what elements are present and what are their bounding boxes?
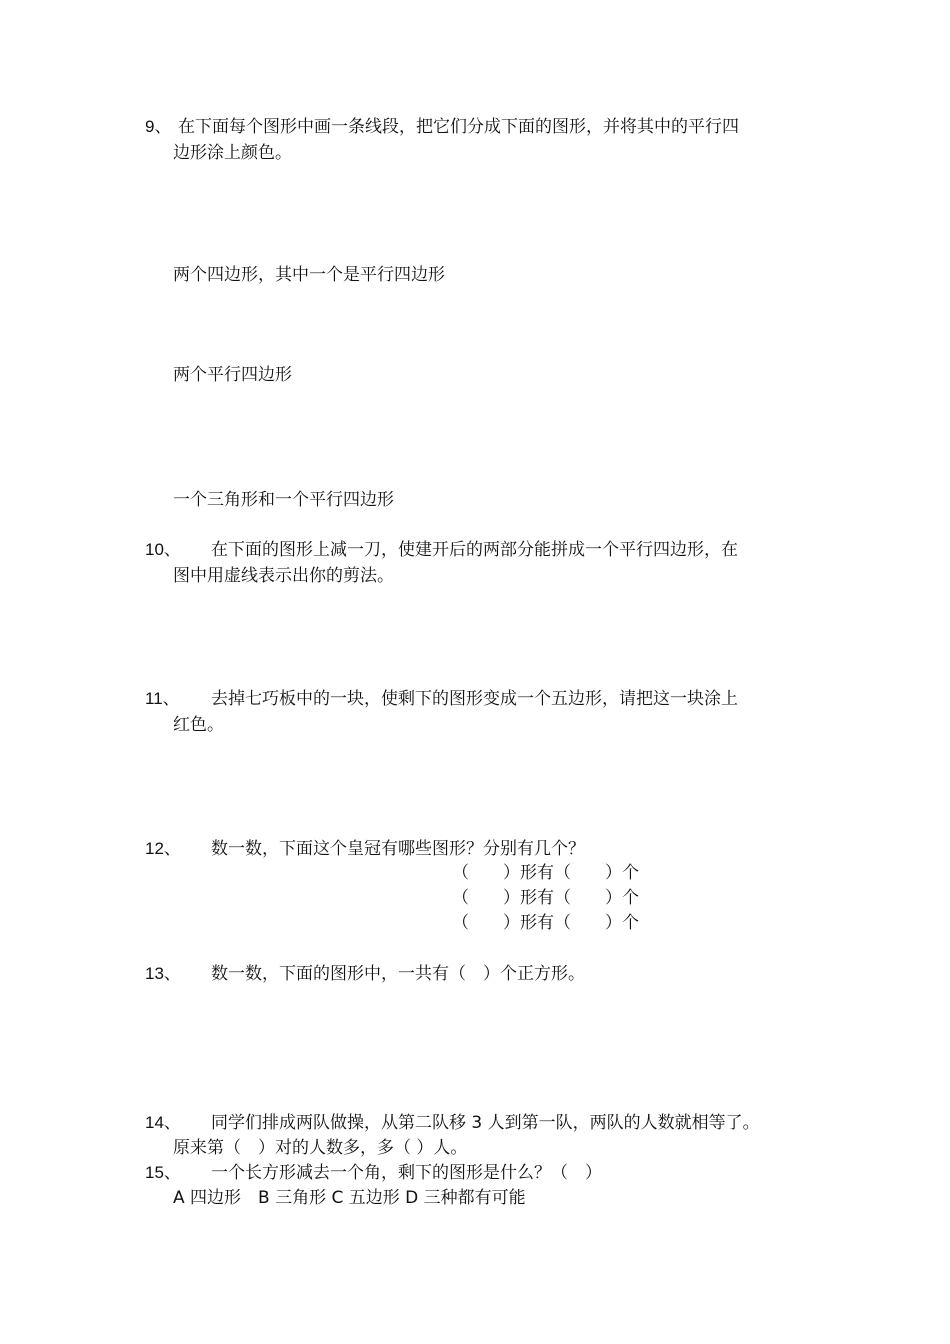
q11-text-line2: 红色。 [173,715,224,735]
q12-number: 12、 [145,839,181,858]
q9-option-c: 一个三角形和一个平行四边形 [173,490,394,510]
q9-number: 9、 [145,117,172,136]
q14-number: 14、 [145,1113,181,1132]
q13-text-line1: 数一数，下面的图形中，一共有（ ）个正方形。 [211,964,585,984]
q12-blank-1: （ ）形有（ ）个 [452,863,639,883]
q10-text-line1: 在下面的图形上减一刀，使建开后的两部分能拼成一个平行四边形，在 [211,540,738,560]
q15-number: 15、 [145,1163,181,1182]
q14-text-line1: 同学们排成两队做操，从第二队移 3 人到第一队，两队的人数就相等了。 [211,1113,760,1133]
q15-options: A 四边形 B 三角形 C 五边形 D 三种都有可能 [173,1188,526,1208]
q15-text-line1: 一个长方形减去一个角，剩下的图形是什么？（ ） [211,1163,602,1183]
q11-number: 11、 [145,689,180,708]
q9-text-line2: 边形涂上颜色。 [173,143,292,163]
q9-option-a: 两个四边形，其中一个是平行四边形 [173,265,445,285]
q10-text-line2: 图中用虚线表示出你的剪法。 [173,566,394,586]
q12-text-line1: 数一数，下面这个皇冠有哪些图形？分别有几个？ [211,839,585,859]
q9-option-b: 两个平行四边形 [173,365,292,385]
q12-blank-3: （ ）形有（ ）个 [452,913,639,933]
q10-number: 10、 [145,540,181,559]
q13-number: 13、 [145,964,181,983]
q14-text-line2: 原来第（ ）对的人数多，多（ ）人。 [173,1138,468,1158]
q11-text-line1: 去掉七巧板中的一块，使剩下的图形变成一个五边形，请把这一块涂上 [211,689,738,709]
q9-text-line1: 在下面每个图形中画一条线段，把它们分成下面的图形，并将其中的平行四 [178,117,739,137]
q12-blank-2: （ ）形有（ ）个 [452,888,639,908]
